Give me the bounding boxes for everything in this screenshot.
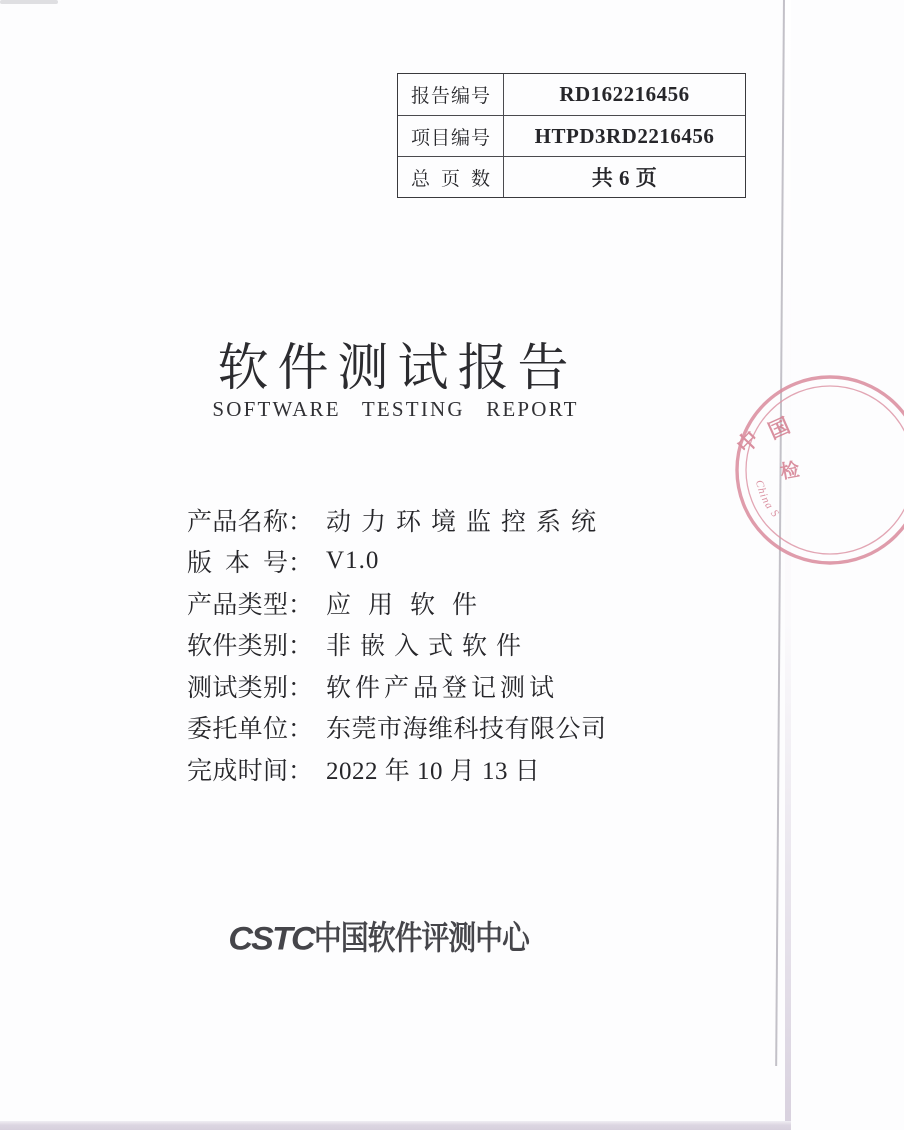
stamp-arc-text: China S [752, 478, 782, 521]
field-label: 软件类别 [187, 633, 288, 661]
field-value: 动力环境监控系统 [326, 508, 607, 536]
report-number-value: RD162216456 [559, 82, 690, 106]
report-info-table [397, 73, 746, 198]
field-colon: ： [288, 757, 314, 785]
field-value: 非嵌入式软件 [326, 633, 531, 661]
field-value: 东莞市海维科技有限公司 [326, 716, 607, 744]
field-label: 产品名称 [187, 508, 288, 536]
field-value: V1.0 [326, 547, 380, 575]
field-colon: ： [288, 508, 314, 536]
total-pages-value: 共 6 页 [504, 156, 745, 197]
field-colon: ： [288, 591, 314, 619]
field-colon: ： [288, 633, 314, 661]
field-label: 版本号 [187, 550, 288, 578]
field-colon: ： [288, 716, 314, 744]
stamp-char-guo: 国 [764, 413, 794, 444]
project-number-value: HTPD3RD2216456 [504, 115, 745, 156]
field-label: 测试类别 [187, 674, 288, 702]
field-colon: ： [288, 550, 314, 578]
report-number-label: 报告编号 [411, 86, 490, 107]
field-software-category [187, 624, 607, 666]
field-test-category [187, 665, 607, 707]
stamp-partial-char: 检 [778, 459, 802, 484]
total-pages-label: 总页数 [411, 168, 490, 190]
scanner-edge-right [785, 0, 791, 1130]
field-value: 应用软件 [326, 591, 495, 619]
field-product-type [187, 582, 607, 624]
field-version [187, 541, 607, 583]
field-label: 完成时间 [187, 757, 288, 785]
project-number-label-cell [398, 115, 504, 156]
field-label: 产品类型 [187, 591, 288, 619]
document-subtitle-en: SOFTWARE TESTING REPORT [212, 397, 579, 421]
stamp-char-zhong: 中 [732, 426, 764, 459]
cstc-logo [0, 912, 791, 960]
field-value: 软件产品登记测试 [326, 674, 559, 702]
field-product-name [187, 499, 607, 541]
field-value: 2022 年 10 月 13 日 [326, 757, 541, 785]
paper-edge-line [775, 0, 785, 1066]
field-completion-date [187, 748, 607, 790]
document-title: 软件测试报告 [217, 341, 578, 397]
field-label: 委托单位 [187, 716, 288, 744]
report-fields-list [187, 499, 607, 790]
total-pages-label-cell [398, 156, 504, 197]
cstc-logo-acronym: CSTC [228, 920, 314, 957]
scan-smudge [0, 0, 58, 4]
project-number-label: 项目编号 [411, 127, 490, 149]
scanner-edge-bottom [0, 1121, 791, 1130]
report-number-label-cell [398, 74, 504, 115]
cstc-logo-name: 中国软件评测中心 [313, 919, 529, 956]
field-client-company [187, 707, 607, 749]
field-colon: ： [288, 674, 314, 702]
